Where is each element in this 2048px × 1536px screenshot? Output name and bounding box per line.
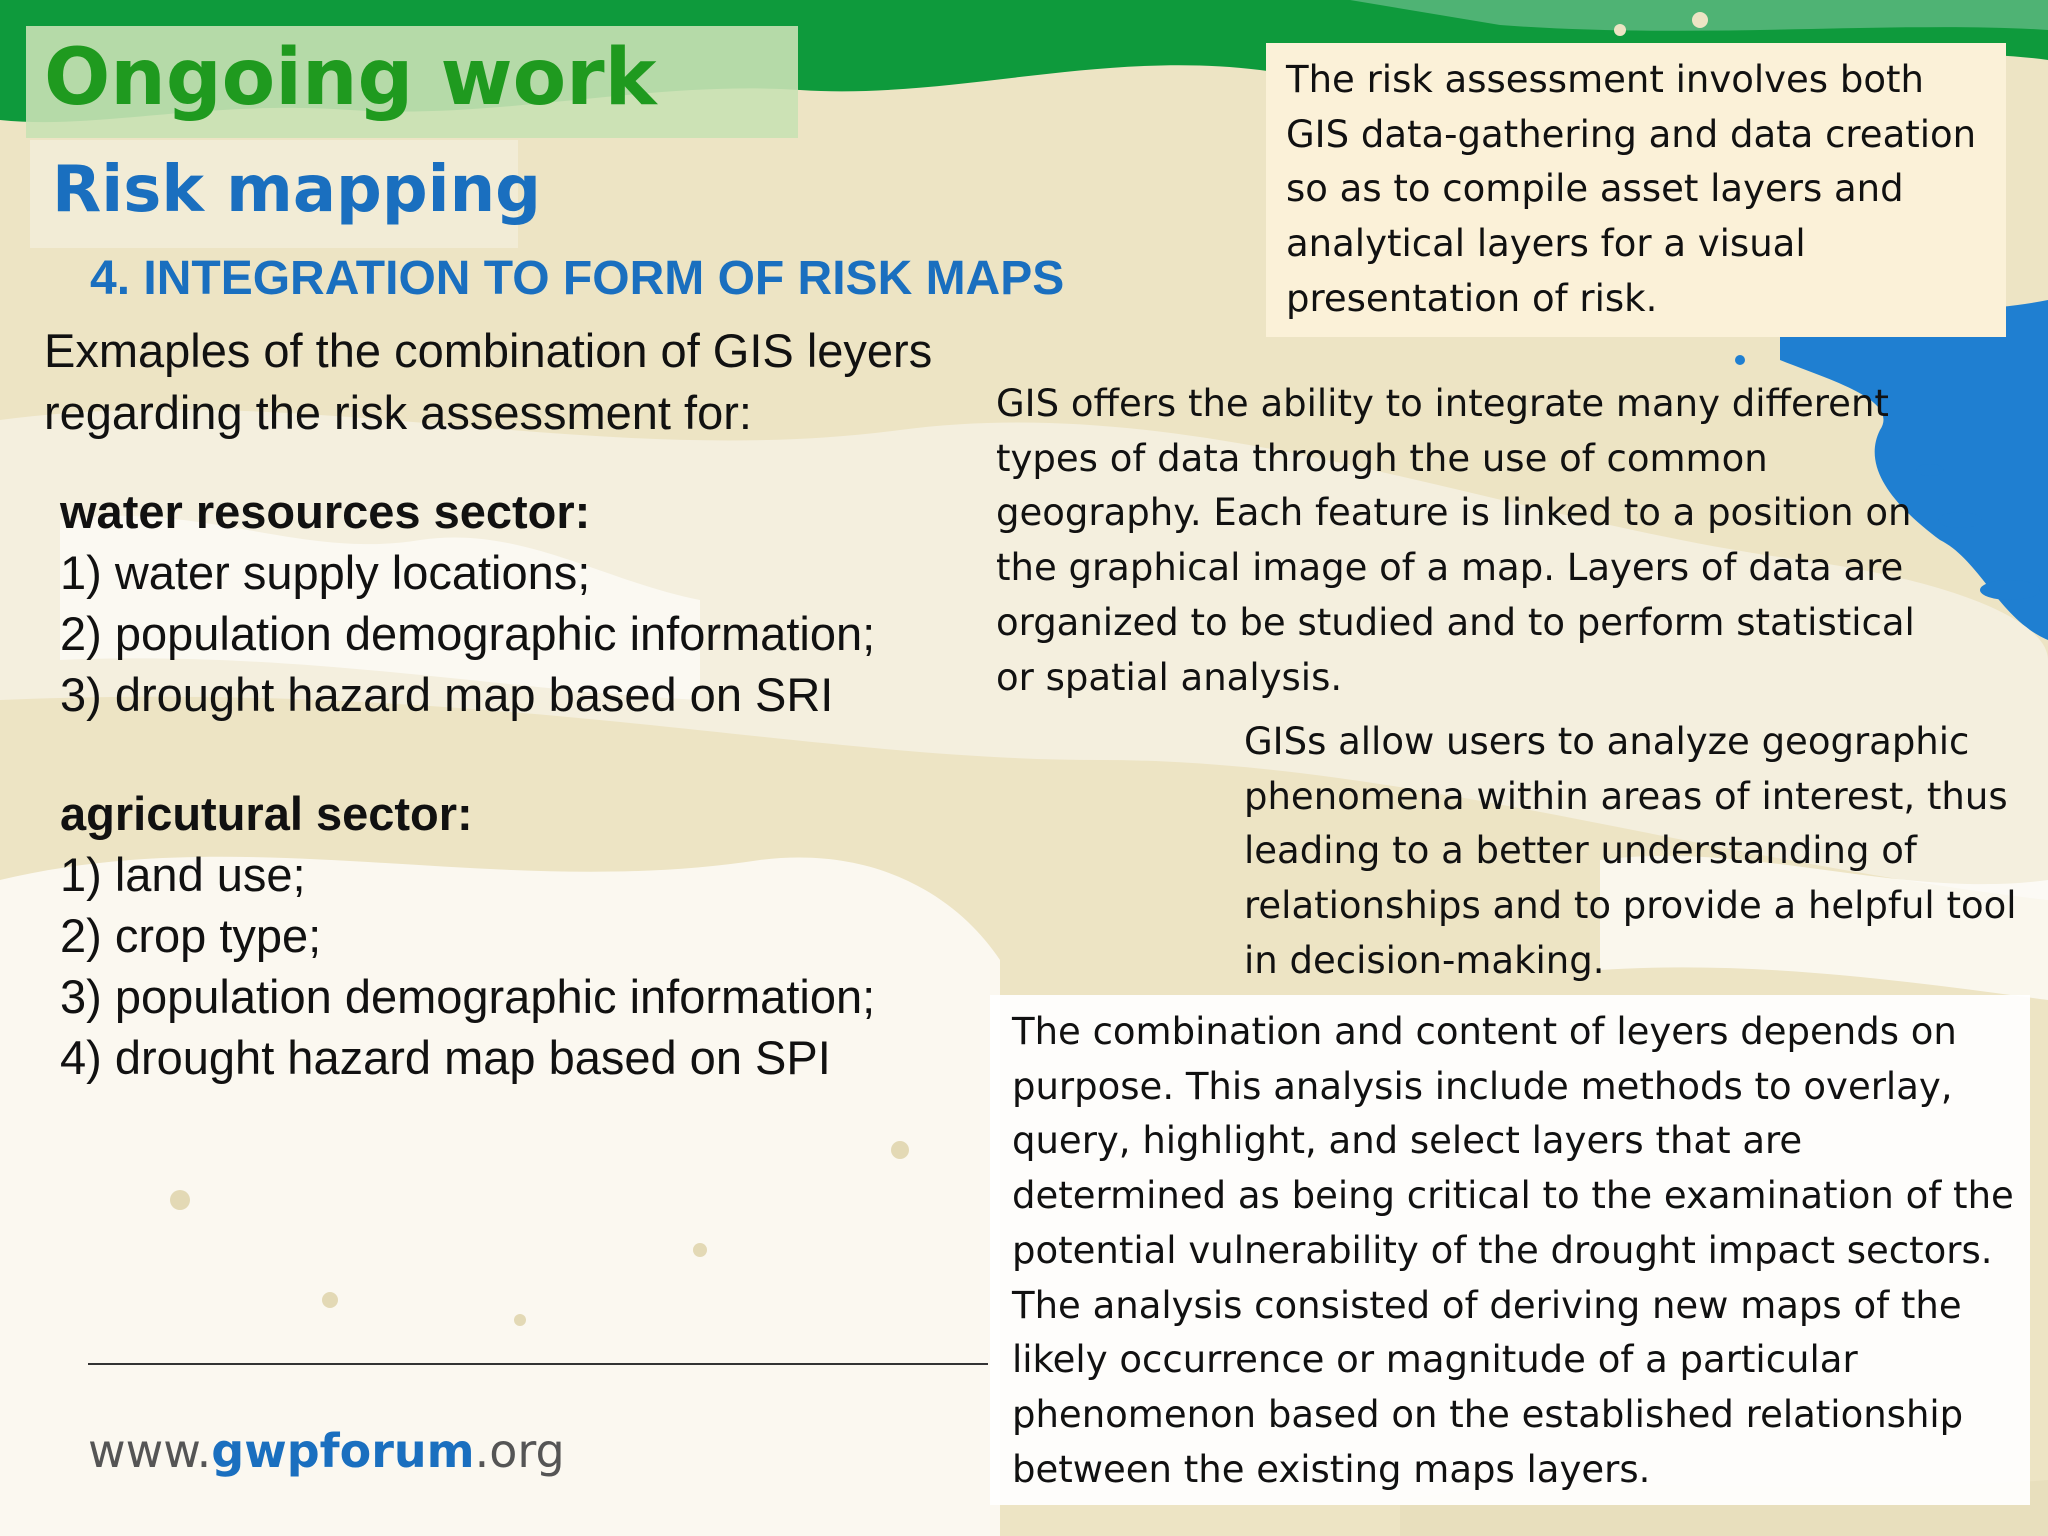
agricultural-sector-title: agricutural sector: bbox=[60, 787, 473, 840]
water-sector-block bbox=[60, 481, 980, 725]
list-item: 2) population demographic information; bbox=[60, 607, 876, 660]
layer-combination-paragraph: The combination and content of leyers depends on purpose. This analysis include methods to overlay, query, highlight, and select layers that are determined as being critical to the examination of the potential vulnerability of the drought impact sectors. The analysis consisted of deriving new maps of the likely occurrence or magnitude of a particular phenomenon based on the established relationship between the existing maps layers. bbox=[1012, 1010, 2014, 1491]
list-item: 1) land use; bbox=[60, 848, 306, 901]
footer-url[interactable] bbox=[88, 1424, 565, 1478]
gis-integration-paragraph: GIS offers the ability to integrate many different types of data through the use of common geography. Each feature is linked to a position on the graphical image of a map. Layers of data are organized to be studied and to perform statistical or spatial analysis. bbox=[996, 382, 1915, 699]
footer-divider bbox=[88, 1363, 988, 1365]
page-subtitle: Risk mapping bbox=[52, 153, 541, 227]
gis-analysis-paragraph: GISs allow users to analyze geographic phenomena within areas of interest, thus leading to a better understanding of relationships and to provide a helpful tool in decision-making. bbox=[1244, 720, 2017, 982]
section-heading: 4. INTEGRATION TO FORM OF RISK MAPS bbox=[90, 252, 1065, 305]
page-title: Ongoing work bbox=[44, 33, 657, 123]
agricultural-sector-block bbox=[60, 783, 980, 1088]
footer-url-brand: gwpforum bbox=[211, 1424, 475, 1478]
footer-url-prefix: www. bbox=[88, 1424, 212, 1478]
list-item: 3) population demographic information; bbox=[60, 970, 876, 1023]
list-item: 1) water supply locations; bbox=[60, 546, 591, 599]
intro-text: Exmaples of the combination of GIS leyers regarding the risk assessment for: bbox=[44, 324, 933, 439]
water-sector-title: water resources sector: bbox=[60, 485, 591, 538]
list-item: 3) drought hazard map based on SRI bbox=[60, 668, 834, 721]
list-item: 4) drought hazard map based on SPI bbox=[60, 1031, 831, 1084]
footer-url-suffix: .org bbox=[474, 1424, 565, 1478]
risk-assessment-box: The risk assessment involves both GIS data-gathering and data creation so as to compile asset layers and analytical layers for a visual presentation of risk. bbox=[1266, 43, 2006, 337]
list-item: 2) crop type; bbox=[60, 909, 322, 962]
